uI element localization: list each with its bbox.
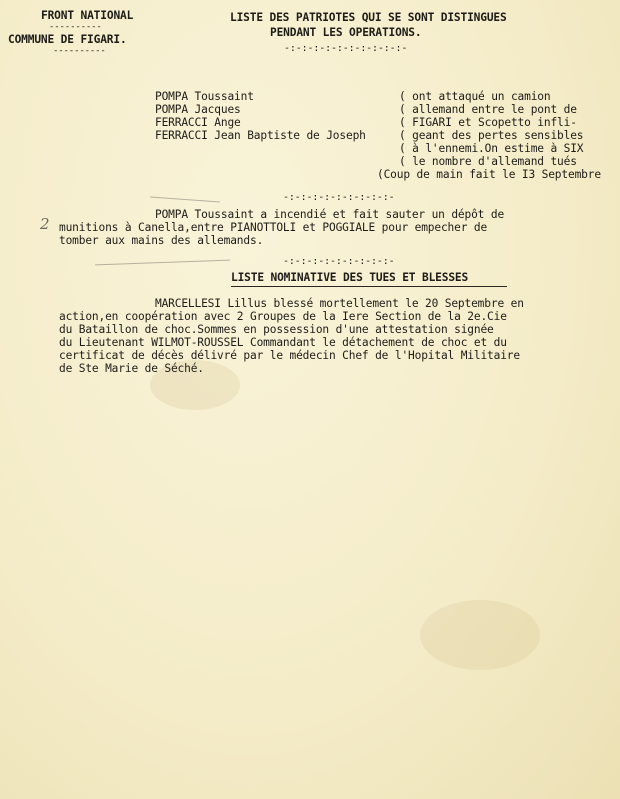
patriot-name: POMPA Toussaint xyxy=(155,90,254,103)
action-line: ( allemand entre le pont de xyxy=(399,103,577,116)
header-dash: ---------- xyxy=(49,22,102,32)
paragraph-line: du Lieutenant WILMOT-ROUSSEL Commandant le détachement de choc et du xyxy=(59,336,507,349)
header-organization: FRONT NATIONAL xyxy=(41,9,134,22)
ornament-divider: -:-:-:-:-:-:-:-:-:- xyxy=(283,256,395,267)
header-commune: COMMUNE DE FIGARI. xyxy=(8,33,127,46)
action-line: ( à l'ennemi.On estime à SIX xyxy=(399,142,584,155)
title-underline xyxy=(231,286,507,287)
paragraph-line: de Ste Marie de Séché. xyxy=(59,362,204,375)
action-line: (Coup de main fait le I3 Septembre xyxy=(377,168,601,181)
paragraph-line: tomber aux mains des allemands. xyxy=(59,234,264,247)
header-dash: ---------- xyxy=(53,46,106,56)
paragraph-line: du Bataillon de choc.Sommes en possession d'une attestation signée xyxy=(59,323,494,336)
pencil-mark xyxy=(95,260,230,266)
paragraph-line: action,en coopération avec 2 Groupes de la Iere Section de la 2e.Cie xyxy=(59,310,507,323)
section-title: LISTE NOMINATIVE DES TUES ET BLESSES xyxy=(231,271,469,284)
margin-annotation: 2 xyxy=(40,215,50,233)
patriot-name: FERRACCI Jean Baptiste de Joseph xyxy=(155,129,366,142)
paragraph-line: POMPA Toussaint a incendié et fait sauter un dépôt de xyxy=(155,208,505,221)
patriot-name: FERRACCI Ange xyxy=(155,116,241,129)
document-subtitle: PENDANT LES OPERATIONS. xyxy=(270,26,422,39)
paragraph-line: MARCELLESI Lillus blessé mortellement le 20 Septembre en xyxy=(155,297,524,310)
ornament-divider: -:-:-:-:-:-:-:-:-:- xyxy=(283,192,395,203)
patriot-name: POMPA Jacques xyxy=(155,103,241,116)
action-line: ( ont attaqué un camion xyxy=(399,90,551,103)
pencil-mark xyxy=(150,197,220,203)
paragraph-line: munitions à Canella,entre PIANOTTOLI et POGGIALE pour empecher de xyxy=(59,221,488,234)
paper-stain xyxy=(420,600,540,670)
action-line: ( FIGARI et Scopetto infli- xyxy=(399,116,577,129)
action-line: ( geant des pertes sensibles xyxy=(399,129,584,142)
action-line: ( le nombre d'allemand tués xyxy=(399,155,577,168)
document-title: LISTE DES PATRIOTES QUI SE SONT DISTINGUES xyxy=(230,11,507,24)
paragraph-line: certificat de décès délivré par le médecin Chef de l'Hopital Militaire xyxy=(59,349,520,362)
ornament-divider: -:-:-:-:-:-:-:-:-:-:- xyxy=(284,43,408,54)
